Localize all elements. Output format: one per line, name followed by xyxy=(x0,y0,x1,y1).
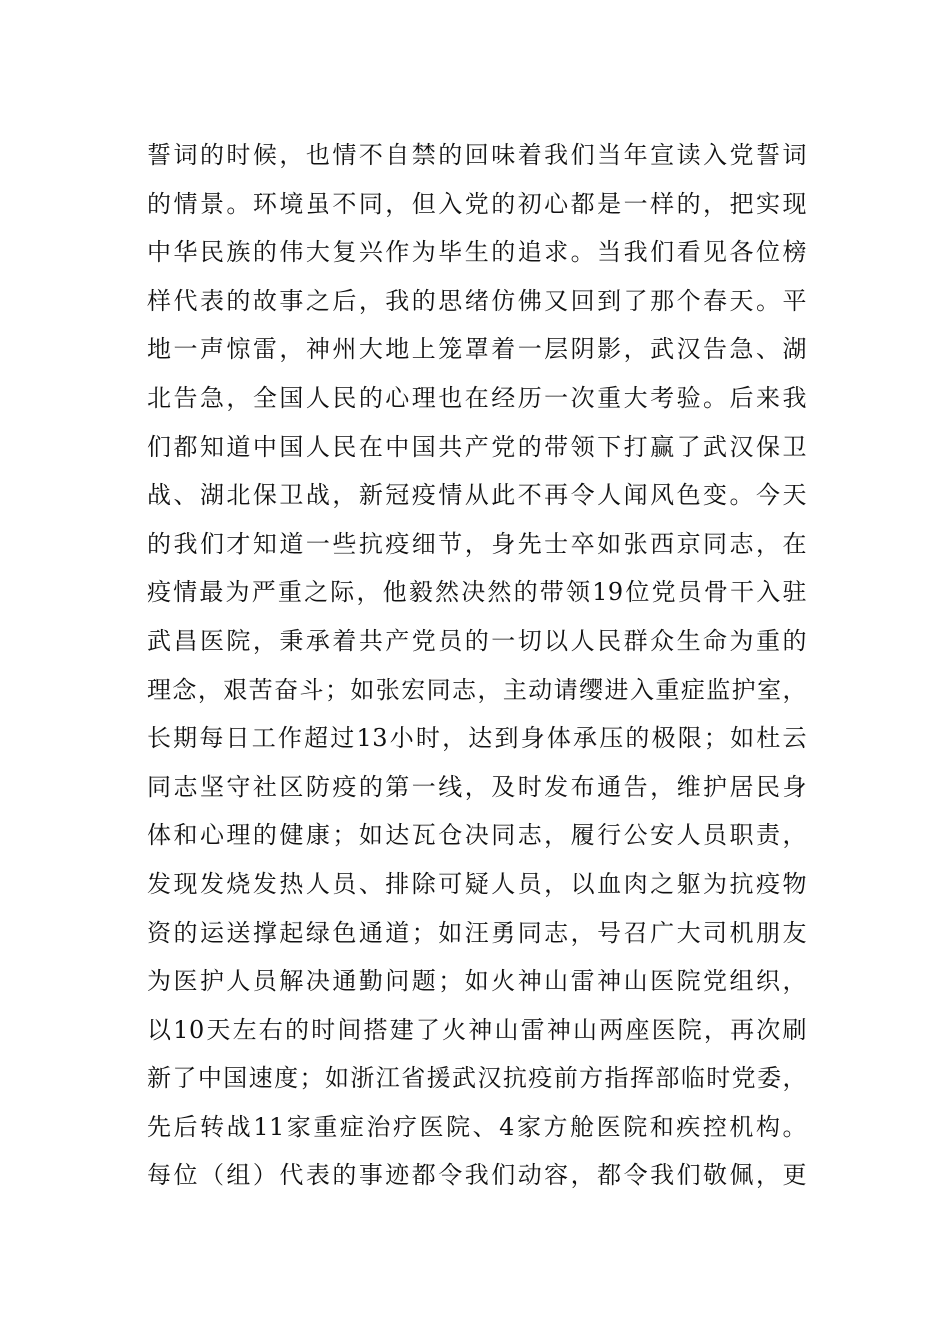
text-line: 体和心理的健康；如达瓦仓决同志，履行公安人员职责， xyxy=(147,821,807,850)
text-line: 新了中国速度；如浙江省援武汉抗疫前方指挥部临时党委， xyxy=(147,1064,807,1093)
text-line: 誓词的时候，也情不自禁的回味着我们当年宣读入党誓词 xyxy=(147,141,807,169)
text-line: 发现发烧发热人员、排除可疑人员，以血肉之躯为抗疫物 xyxy=(147,869,807,898)
text-line: 武昌医院，秉承着共产党员的一切以人民群众生命为重的 xyxy=(147,626,807,655)
text-line: 地一声惊雷，神州大地上笼罩着一层阴影，武汉告急、湖 xyxy=(147,335,807,364)
text-line: 为医护人员解决通勤问题；如火神山雷神山医院党组织， xyxy=(147,967,807,996)
text-line: 先后转战11家重症治疗医院、4家方舱医院和疾控机构。 xyxy=(147,1112,807,1141)
text-line: 同志坚守社区防疫的第一线，及时发布通告，维护居民身 xyxy=(147,772,807,801)
text-line: 样代表的故事之后，我的思绪仿佛又回到了那个春天。平 xyxy=(147,286,807,315)
text-line: 每位（组）代表的事迹都令我们动容，都令我们敬佩，更 xyxy=(147,1161,807,1190)
text-line: 们都知道中国人民在中国共产党的带领下打赢了武汉保卫 xyxy=(147,432,807,461)
text-line: 的情景。环境虽不同，但入党的初心都是一样的，把实现 xyxy=(147,189,807,218)
text-line: 理念，艰苦奋斗；如张宏同志，主动请缨进入重症监护室， xyxy=(147,675,807,704)
text-line: 资的运送撑起绿色通道；如汪勇同志，号召广大司机朋友 xyxy=(147,918,807,947)
body-text xyxy=(147,131,807,1200)
text-line: 的我们才知道一些抗疫细节，身先士卒如张西京同志，在 xyxy=(147,529,807,558)
text-line: 战、湖北保卫战，新冠疫情从此不再令人闻风色变。今天 xyxy=(147,481,807,510)
text-line: 以10天左右的时间搭建了火神山雷神山两座医院，再次刷 xyxy=(147,1015,807,1044)
text-line: 北告急，全国人民的心理也在经历一次重大考验。后来我 xyxy=(147,383,807,412)
text-line: 中华民族的伟大复兴作为毕生的追求。当我们看见各位榜 xyxy=(147,238,807,267)
text-line: 疫情最为严重之际，他毅然决然的带领19位党员骨干入驻 xyxy=(147,578,807,607)
text-line: 长期每日工作超过13小时，达到身体承压的极限；如杜云 xyxy=(147,724,807,753)
